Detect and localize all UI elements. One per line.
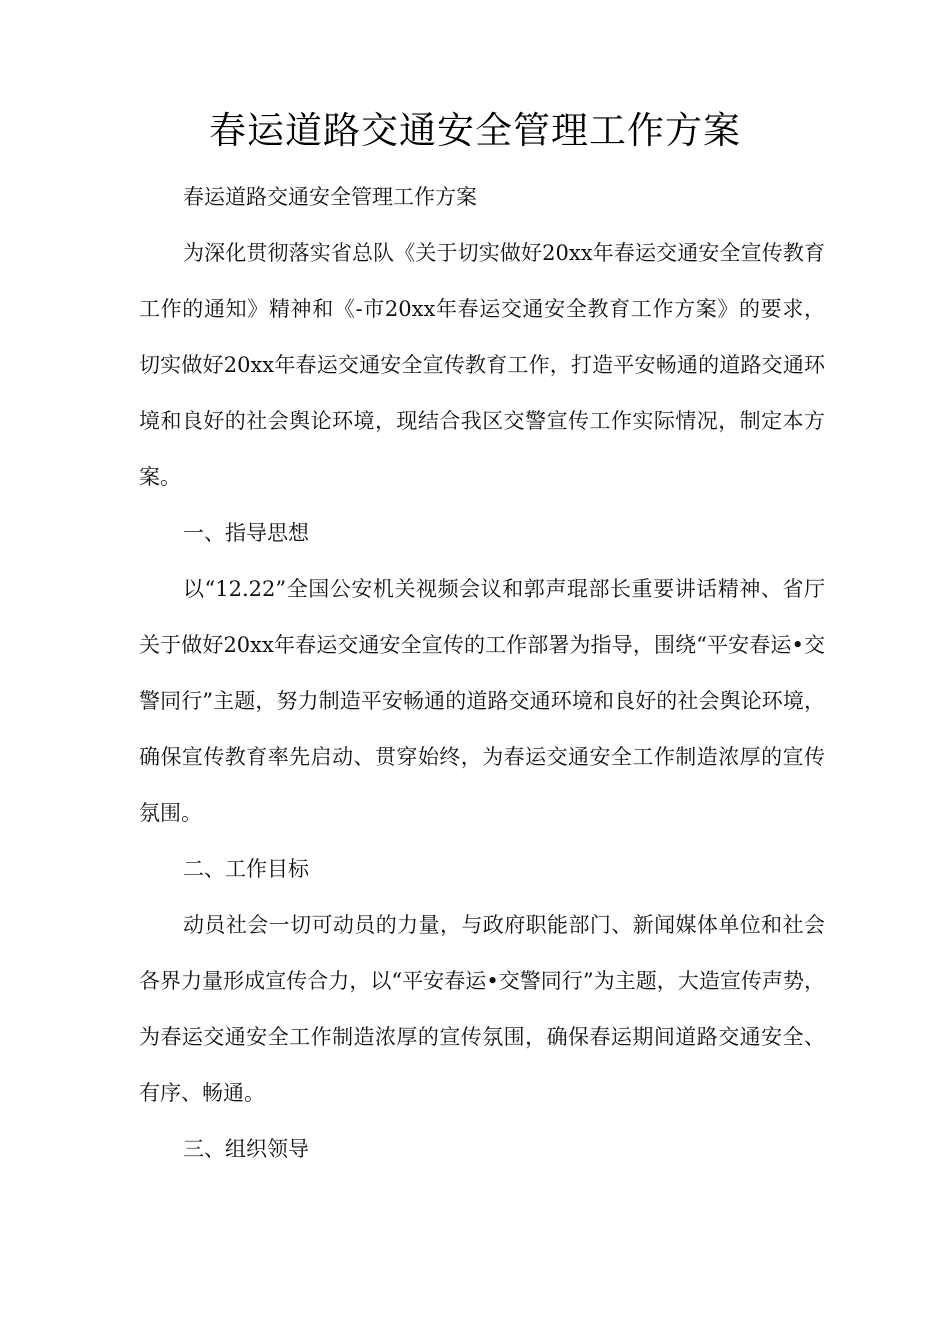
work-goals-paragraph: 动员社会一切可动员的力量，与政府职能部门、新闻媒体单位和社会各界力量形成宣传合力，以“平安春运•交警同行”为主题，大造宣传声势，为春运交通安全工作制造浓厚的宣传氛围，确保春运期间道路交通安全、有序、畅通。 [139, 913, 825, 1105]
document-body [139, 169, 825, 1177]
section-heading-organization: 三、组织领导 [183, 1137, 309, 1161]
subtitle-paragraph: 春运道路交通安全管理工作方案 [183, 185, 477, 209]
guiding-ideology-paragraph: 以“12.22”全国公安机关视频会议和郭声琨部长重要讲话精神、省厅关于做好20xx年春运交通安全宣传的工作部署为指导，围绕“平安春运•交警同行”主题，努力制造平安畅通的道路交通环境和良好的社会舆论环境，确保宣传教育率先启动、贯穿始终，为春运交通安全工作制造浓厚的宣传氛围。 [139, 577, 825, 825]
section-heading-guiding-ideology: 一、指导思想 [183, 521, 309, 545]
intro-paragraph: 为深化贯彻落实省总队《关于切实做好20xx年春运交通安全宣传教育工作的通知》精神和《-市20xx年春运交通安全教育工作方案》的要求，切实做好20xx年春运交通安全宣传教育工作，打造平安畅通的道路交通环境和良好的社会舆论环境，现结合我区交警宣传工作实际情况，制定本方案。 [139, 241, 825, 489]
document-title: 春运道路交通安全管理工作方案 [209, 109, 741, 152]
section-heading-work-goals: 二、工作目标 [183, 857, 309, 881]
